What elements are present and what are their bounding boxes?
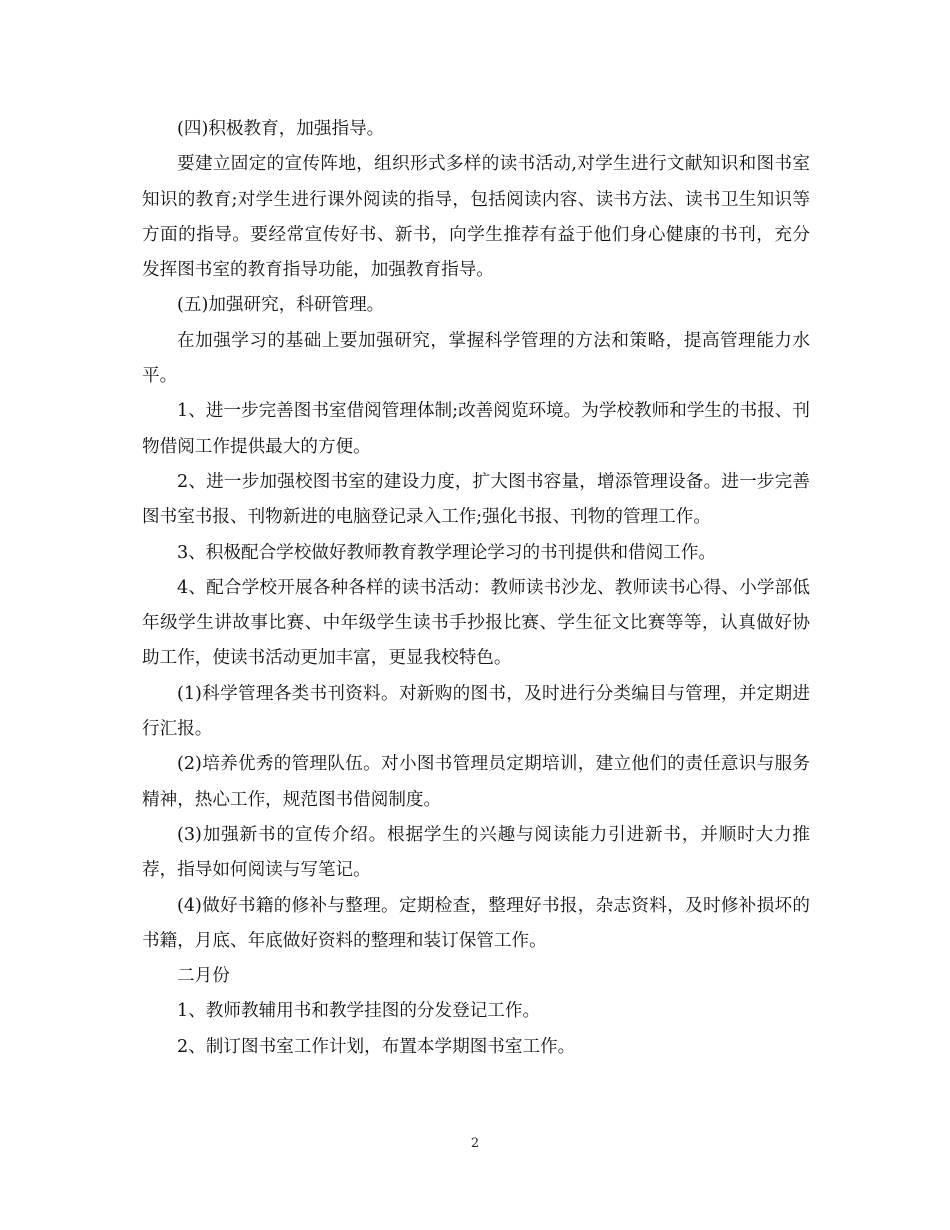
heading-february: 二月份 [177,966,230,987]
paragraph-propaganda: 要建立固定的宣传阵地，组织形式多样的读书活动,对学生进行文献知识和图书室知识的教育;对学生进行课外阅读的指导，包括阅读内容、读书方法、读书卫生知识等方面的指导。要经常宣传好书、新书，向学生推荐有益于他们身心健康的书刊，充分发挥图书室的教育指导功能，加强教育指导。 [142,154,810,281]
sub-item-2: (2)培养优秀的管理队伍。对小图书管理员定期培训，建立他们的责任意识与服务精神，热心工作，规范图书借阅制度。 [142,754,810,810]
list-item-2: 2、进一步加强校图书室的建设力度，扩大图书容量，增添管理设备。进一步完善图书室书报、刊物新进的电脑登记录入工作;强化书报、刊物的管理工作。 [142,471,810,528]
page-number: 2 [470,1136,480,1151]
list-item-3: 3、积极配合学校做好教师教育教学理论学习的书刊提供和借阅工作。 [177,542,717,563]
february-item-2: 2、制订图书室工作计划，布置本学期图书室工作。 [177,1036,576,1057]
paragraph-research: 在加强学习的基础上要加强研究，掌握科学管理的方法和策略，提高管理能力水平。 [142,330,810,387]
document-body [142,112,810,1065]
sub-item-3: (3)加强新书的宣传介绍。根据学生的兴趣与阅读能力引进新书，并顺时大力推荐，指导如何阅读与写笔记。 [142,824,810,881]
sub-item-4: (4)做好书籍的修补与整理。定期检查，整理好书报，杂志资料，及时修补损坏的书籍，月底、年底做好资料的整理和装订保管工作。 [142,895,810,951]
list-item-1: 1、进一步完善图书室借阅管理体制;改善阅览环境。为学校教师和学生的书报、刊物借阅工作提供最大的方便。 [142,401,810,457]
heading-section-five: (五)加强研究，科研管理。 [177,295,385,316]
list-item-4: 4、配合学校开展各种各样的读书活动：教师读书沙龙、教师读书心得、小学部低年级学生讲故事比赛、中年级学生读书手抄报比赛、学生征文比赛等等，认真做好协助工作，使读书活动更加丰富，更显我校特色。 [142,577,810,669]
heading-section-four: (四)积极教育，加强指导。 [177,119,385,139]
february-item-1: 1、教师教辅用书和教学挂图的分发登记工作。 [177,1001,541,1022]
sub-item-1: (1)科学管理各类书刊资料。对新购的图书，及时进行分类编目与管理，并定期进行汇报。 [142,683,810,740]
